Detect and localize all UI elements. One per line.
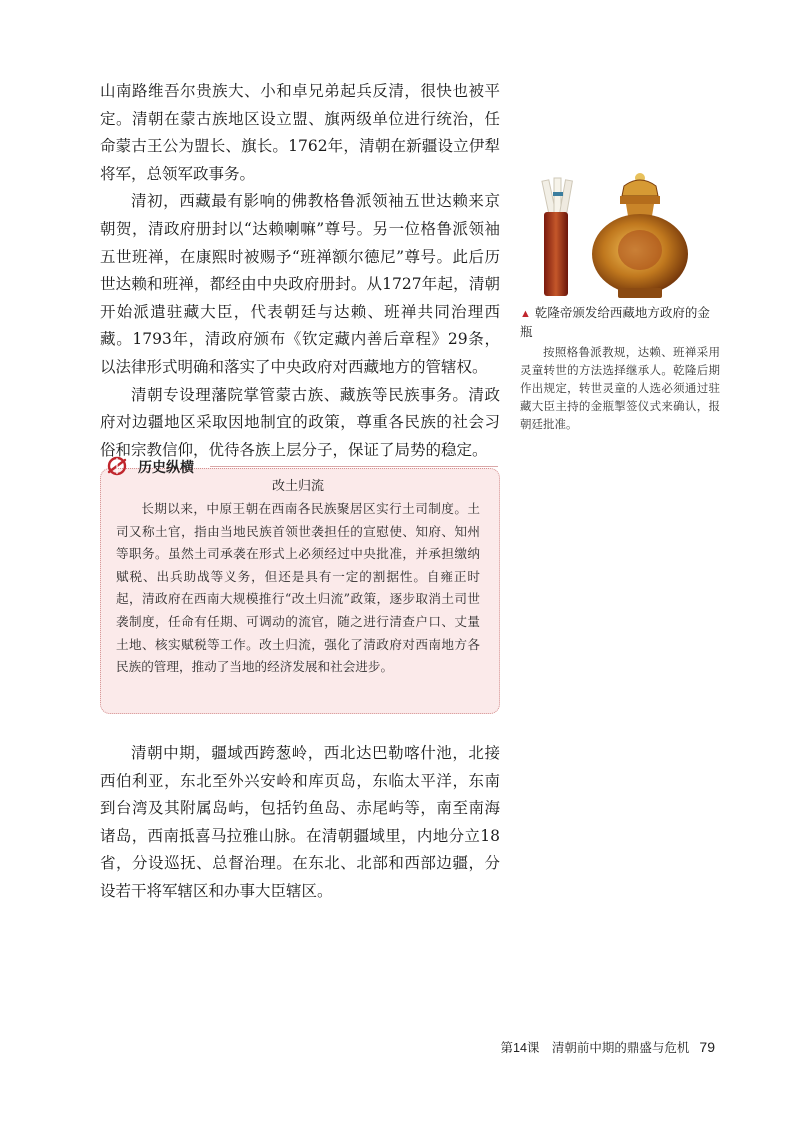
figure-caption-text: 按照格鲁派教规，达赖、班禅采用灵童转世的方法选择继承人。乾隆后期作出规定，转世灵童的人选必须通过驻藏大臣主持的金瓶掣签仪式来确认，报朝廷批准。 — [520, 345, 720, 431]
sidebar-content — [116, 474, 480, 679]
figure-caption-title — [520, 304, 720, 341]
main-text-top — [100, 78, 500, 464]
history-sidebar — [98, 452, 502, 714]
footer-lesson-title: 第14课 清朝前中期的鼎盛与危机 — [500, 1041, 690, 1055]
paragraph-2: 清初，西藏最有影响的佛教格鲁派领袖五世达赖来京朝贺，清政府册封以“达赖喇嘛”尊号。另一位格鲁派领袖五世班禅，在康熙时被赐予“班禅额尔德尼”尊号。此后历世达赖和班禅，都经由中央政府册封。从1727年起，清朝开始派遣驻藏大臣，代表朝廷与达赖、班禅共同治理西藏。1793年，清政府颁布《钦定藏内善后章程》29条，以法律形式明确和落实了中央政府对西藏地方的管辖权。 — [100, 192, 500, 376]
sidebar-article-text: 长期以来，中原王朝在西南各民族聚居区实行土司制度。土司又称土官，指由当地民族首领世袭担任的宣慰使、知府、知州等职务。虽然土司承袭在形式上必须经过中央批准，并承担缴纳赋税、出兵助战等义务，但还是具有一定的割据性。自雍正时起，清政府在西南大规模推行“改土归流”政策，逐步取消土司世袭制度，任命有任期、可调动的流官，随之进行清查户口、丈量土地、核实赋税等工作。改土归流，强化了清政府对西南地方各民族的管理，推动了当地的经济发展和社会进步。 — [116, 501, 480, 675]
golden-urn-figure — [520, 170, 720, 433]
main-text-bottom — [100, 740, 500, 906]
sidebar-article-title: 改土归流 — [271, 478, 324, 493]
paragraph-4: 清朝中期，疆域西跨葱岭，西北达巴勒喀什池，北接西伯利亚，东北至外兴安岭和库页岛，东临太平洋，东南到台湾及其附属岛屿，包括钓鱼岛、赤尾屿等，南至南海诸岛，西南抵喜马拉雅山脉。在清朝疆域里，内地分立18省，分设巡抚、总督治理。在东北、北部和西部边疆，分设若干将军辖区和办事大臣辖区。 — [100, 744, 500, 900]
golden-urn — [592, 173, 688, 298]
sidebar-section-label: 历史纵横 — [138, 459, 194, 475]
golden-urn-photo — [520, 170, 710, 300]
sidebar-header-rule — [210, 466, 498, 467]
paragraph-3: 清朝专设理藩院掌管蒙古族、藏族等民族事务。清政府对边疆地区采取因地制宜的政策，尊重各民族的社会习俗和宗教信仰，优待各族上层分子，保证了局势的稳定。 — [100, 385, 500, 459]
caption-title-text: 乾隆帝颁发给西藏地方政府的金瓶 — [520, 306, 710, 339]
page-number: 79 — [699, 1039, 715, 1055]
page-footer — [500, 1038, 715, 1056]
lot-tube — [544, 212, 568, 296]
triangle-marker-icon: ▲ — [520, 308, 531, 320]
paragraph-1: 山南路维吾尔贵族大、小和卓兄弟起兵反清，很快也被平定。清朝在蒙古族地区设立盟、旗两级单位进行统治，任命蒙古王公为盟长、旗长。1762年，清朝在新疆设立伊犁将军，总领军政事务。 — [100, 82, 500, 183]
